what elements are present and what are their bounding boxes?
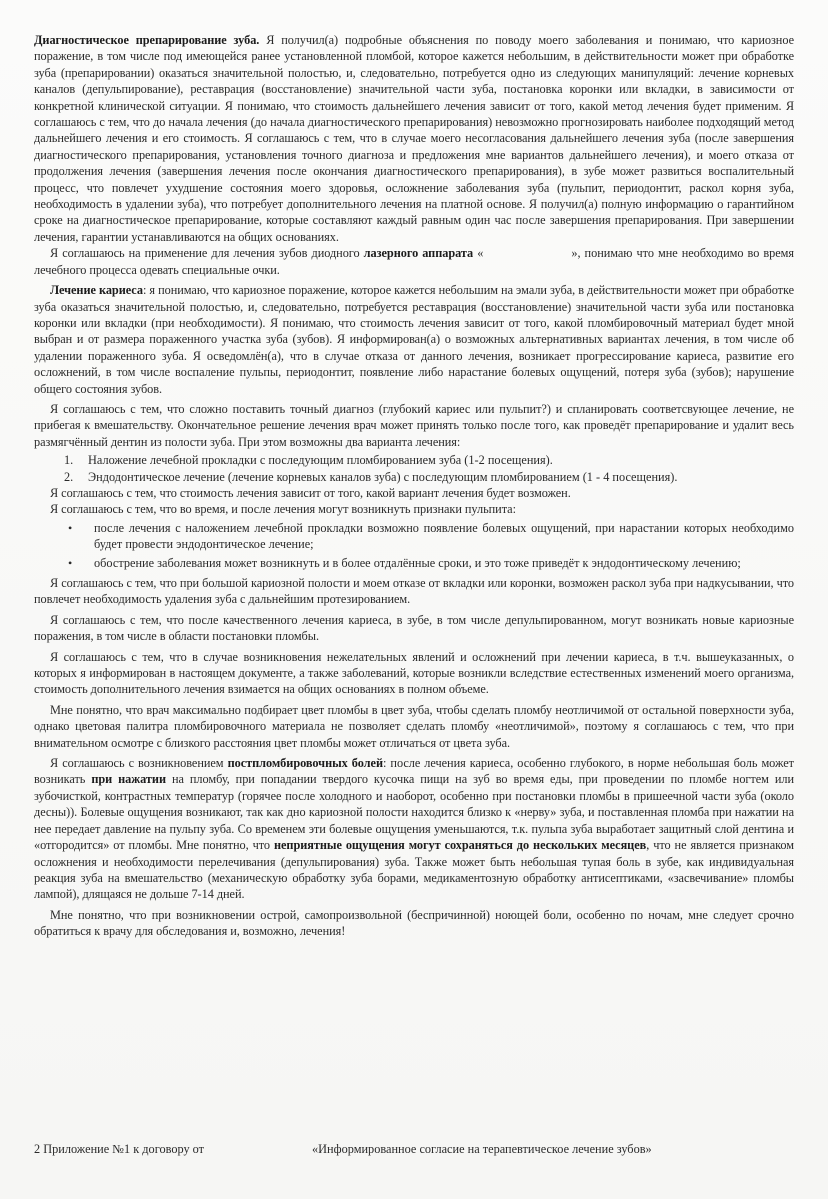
postfill-paragraph xyxy=(34,755,794,903)
diagnosis-paragraph: Я соглашаюсь с тем, что сложно поставить точный диагноз (глубокий кариес или пульпит?) и спланировать соответсвующее лечение, не прибегая к вмешательству. Окончательное решение лечения врач может принять только после того, как проведёт препарирование и удалит весь размягчённый дентин из полости зуба. При этом возможны два варианта лечения: xyxy=(34,401,794,449)
cost-line: Я соглашаюсь с тем, что стоимость лечения зависит от того, какой вариант лечения будет возможен. xyxy=(50,485,571,500)
caries-heading: Лечение кариеса xyxy=(50,283,143,298)
intro-text: Я получил(а) подробные объяснения по поводу моего заболевания и понимаю, что кариозное поражение, в том числе под имеющейся ранее установленной пломбой, которое кажется небольшим, в действительности может при обработке зуба (препарировании) оказаться значительной полостью, и, следовательно, потребуется одно из следующих манипуляций: лечение корневых каналов (депульпирование), реставрация (восстановление) значительной части зуба, постановка коронки или вкладки, в зависимости от конкретной клинической ситуации. Я понимаю, что стоимость дальнейшего лечения зависит от того, какой метод лечения будет применим. Я соглашаюсь с тем, что до начала лечения (до начала диагностического препарирования) невозможно прогнозировать наиболее подходящий метод дальнейшего лечения и его стоимость. Я соглашаюсь с тем, что в случае моего несогласования дальнейшего лечения зуба (после завершения диагностического препарирования, установления точного диагноза и предложения мне вариантов дальнейшего лечения), и моего отказа от продолжения лечения (завершения лечения после окончания диагностического препарирования), в зубе может развиться воспалительный процесс, что повлечет ухудшение состояния моего здоровья, осложнение заболевания зуба (пульпит, периодонтит, раскол корня зуба, необходимость в удалении зуба), что потребует дополнительного лечения на платной основе. Я получил(а) полную информацию о гарантийном сроке на диагностическое препарирование, которые составляют каждый равным один час после завершения препарирования. При завершении лечения, гарантии устанавливаются на общих основаниях. xyxy=(34,33,794,244)
bullet-text: обострение заболевания может возникнуть и в более отдалённые сроки, и это тоже приведёт к эндодонтическому лечению; xyxy=(94,555,741,570)
variant-number: 2. xyxy=(64,469,74,484)
laser-after: », понимаю что мне необходимо во время лечебного процесса одевать специальные очки. xyxy=(34,246,794,277)
pulpitis-bullets xyxy=(34,520,794,571)
variant-text: Наложение лечебной прокладки с последующим пломбированием зуба (1-2 посещения). xyxy=(88,453,553,468)
pulpitis-line: Я соглашаюсь с тем, что во время, и после лечения могут возникнуть признаки пульпита: xyxy=(50,502,516,517)
bullet-text: после лечения с наложением лечебной прокладки возможно появление болевых ощущений, при нарастании которых необходимо будет провести эндодонтическое лечение; xyxy=(94,520,794,552)
postfill-before: Я соглашаюсь с возникновением xyxy=(50,756,224,771)
intro-heading: Диагностическое препарирование зуба. xyxy=(34,33,260,47)
final-paragraph: Мне понятно, что при возникновении острой, самопроизвольной (беспричинной) ноющей боли, особенно по ночам, мне следует срочно обратиться к врачу для обследования и, возможно, лечения! xyxy=(34,907,794,939)
postfill-bold1: постпломбировочных болей xyxy=(227,756,383,771)
postfill-mid1: : после лечения кариеса, особенно глубокого, в норме небольшая боль может возникать xyxy=(34,756,794,787)
postfill-bold3: неприятные ощущения могут сохраняться до нескольких месяцев xyxy=(273,838,647,853)
list-item xyxy=(34,469,794,485)
complications-paragraph: Я соглашаюсь с тем, что в случае возникновения нежелательных явлений и осложнений при лечении кариеса, в т.ч. вышеуказанных, о которых я информирован в настоящем документе, а также заболеваний, которые возникли вследствие естественных изменений моего организма, стоимость дополнительного лечения взимается на общих основаниях в полном объеме. xyxy=(34,649,794,697)
laser-paragraph xyxy=(34,245,794,278)
crack-paragraph: Я соглашаюсь с тем, что при большой кариозной полости и моем отказе от вкладки или коронки, возможен раскол зуба при надкусывании, что повлечет необходимость удаления зуба с дальнейшим протезированием. xyxy=(34,576,794,607)
list-item xyxy=(34,555,794,571)
bullet-icon: • xyxy=(68,555,73,570)
postfill-after: , что не является признаком осложнения и необходимости перелечивания (депульпирования) зуба. Также может быть небольшая тупая боль в зубе, как индивидуальная реакция зуба на вмешательство (механическую обработку зуба борами, медикаментозную обработку антисептиками, «засвечивание» пломбы лампой), длящаяся не дольше 7-14 дней. xyxy=(34,838,795,902)
laser-bold: лазерного аппарата xyxy=(363,246,474,261)
variant-number: 1. xyxy=(64,453,74,468)
filling-color-paragraph: Мне понятно, что врач максимально подбирает цвет пломбы в цвет зуба, чтобы сделать пломбу неотличимой от остальной поверхности зуба, однако цветовая палитра пломбировочного материала не позволяет сделать пломбу «неотличимой», поэтому я соглашаюсь с тем, что при внимательном осмотре с близкого расстояния цвет пломбы может отличаться от цвета зуба. xyxy=(34,702,794,750)
laser-before: Я соглашаюсь на применение для лечения зубов диодного xyxy=(50,246,360,261)
footer-left: 2 Приложение №1 к договору от xyxy=(34,1142,205,1156)
laser-open-quote: « xyxy=(477,246,484,261)
intro-paragraph xyxy=(34,32,794,245)
page-footer xyxy=(34,1141,794,1157)
variant-text: Эндодонтическое лечение (лечение корневых каналов зуба) с последующим пломбированием (1 - 4 посещения). xyxy=(88,469,678,484)
caries-text: : я понимаю, что кариозное поражение, которое кажется небольшим на эмали зуба, в действительности может при обработке зуба оказаться значительной полостью, и, следовательно, потребуется реставрация (восстановление) значительной части зуба или постановка коронки или вкладки (при необходимости). Я понимаю, что стоимость лечения зависит от того, какой пломбировочный материал будет мной выбран и от размера пораженного участка зуба (зубов). Я информирован(а) о возможных альтернативных вариантах лечения, в том числе об удалении пораженного зуба. Я осведомлён(а), что в случае отказа от данного лечения, возникает прогрессирование кариеса, развитие его осложнений, в том числе воспаление пульпы, периодонтит, появление либо нарастание болевых ощущений, потеря зуба (зубов); нарушение общего состояния зубов. xyxy=(34,283,794,396)
caries-paragraph xyxy=(34,282,794,397)
footer-right: «Информированное согласие на терапевтическое лечение зубов» xyxy=(312,1142,652,1156)
bullet-icon: • xyxy=(68,520,73,535)
new-caries-paragraph: Я соглашаюсь с тем, что после качественного лечения кариеса, в зубе, в том числе депульпированном, могут возникать новые кариозные поражения, в том числе в области постановки пломбы. xyxy=(34,612,794,644)
variants-list xyxy=(34,452,794,485)
list-item xyxy=(34,520,794,553)
postfill-mid2: на пломбу, при попадании твердого кусочка пищи на зуб во время еды, при проведении по пломбе ногтем или зубочисткой, контрастных температур (горячее после холодного и наоборот, особенно при постановки пломбы в пришеечной части зуба (около десны)). Болевые ощущения возникают, так как дно кариозной полости находится близко к «нерву» зуба, и поставленная пломба при нажатии на нее передает давление на пульпу зуба. Со временем эти болевые ощущения уменьшаются, т.к. пульпа зуба выработает защитный слой дентина и «отгородится» от пломбы. Мне понятно, что xyxy=(34,772,794,853)
postfill-bold2: при нажатии xyxy=(91,772,166,787)
list-item xyxy=(34,452,794,468)
